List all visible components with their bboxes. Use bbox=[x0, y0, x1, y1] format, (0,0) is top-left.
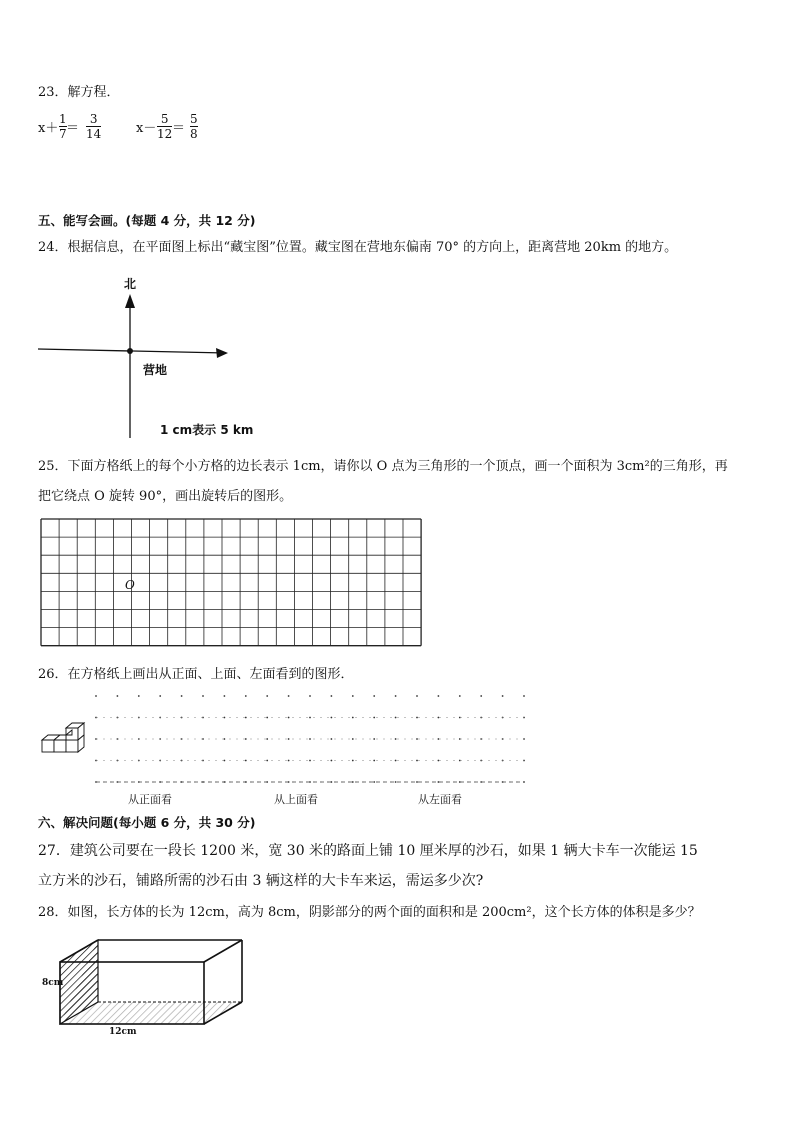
grid-dot bbox=[373, 781, 375, 783]
grid-dot bbox=[95, 695, 97, 697]
grid-dot bbox=[266, 695, 268, 697]
grid-dot bbox=[352, 781, 354, 783]
grid-dot bbox=[352, 738, 354, 740]
q26-text: 26．在方格纸上画出从正面、上面、左面看到的图形． bbox=[38, 667, 354, 682]
camp-label: 营地 bbox=[143, 363, 168, 377]
caption-top-view: 从上面看 bbox=[274, 793, 318, 806]
point-o-label: O bbox=[125, 578, 135, 592]
camp-point bbox=[127, 348, 133, 354]
grid-dot bbox=[352, 695, 354, 697]
caption-front-view: 从正面看 bbox=[128, 793, 172, 806]
grid-dot bbox=[245, 695, 247, 697]
grid-dot bbox=[245, 738, 247, 740]
height-label: 8cm bbox=[42, 978, 64, 988]
grid-dot bbox=[331, 717, 333, 719]
grid-dot bbox=[352, 717, 354, 719]
grid-dot bbox=[395, 760, 397, 762]
grid-dot bbox=[523, 695, 525, 697]
cube-stack-figure bbox=[40, 716, 92, 756]
grid-dot bbox=[181, 695, 183, 697]
eq2-fraction-1 bbox=[157, 112, 172, 141]
grid-dot bbox=[159, 695, 161, 697]
eq1-equals: ＝ bbox=[66, 121, 80, 136]
grid-dot bbox=[416, 738, 418, 740]
eq1-frac1-num: 1 bbox=[59, 112, 67, 126]
grid-dot bbox=[395, 695, 397, 697]
eq2-lhs: x－ bbox=[136, 121, 157, 136]
grid-dot bbox=[416, 760, 418, 762]
grid-dot bbox=[288, 695, 290, 697]
grid-dot bbox=[288, 760, 290, 762]
grid-dot bbox=[266, 717, 268, 719]
grid-dot bbox=[373, 717, 375, 719]
section-5-title: 五、能写会画。(每题 4 分，共 12 分) bbox=[38, 213, 256, 228]
grid-dot bbox=[459, 695, 461, 697]
eq2-frac2-num: 5 bbox=[190, 112, 198, 126]
north-arrowhead-icon bbox=[125, 294, 135, 308]
grid-dot bbox=[438, 695, 440, 697]
grid-dot bbox=[224, 695, 226, 697]
grid-dot bbox=[266, 738, 268, 740]
cuboid-figure bbox=[40, 932, 252, 1032]
grid-dot bbox=[331, 738, 333, 740]
grid-dot bbox=[202, 695, 204, 697]
grid-dot bbox=[245, 717, 247, 719]
grid-dot bbox=[373, 695, 375, 697]
grid-dot bbox=[331, 760, 333, 762]
eq2-fraction-2 bbox=[190, 112, 198, 141]
grid-dot bbox=[138, 695, 140, 697]
grid-dot bbox=[373, 738, 375, 740]
q28-text: 28．如图，长方体的长为 12cm，高为 8cm，阴影部分的两个面的面积和是 200cm²，这个长方体的体积是多少？ bbox=[38, 905, 701, 920]
grid-dot bbox=[373, 760, 375, 762]
east-arrowhead-icon bbox=[216, 348, 228, 358]
grid-dot bbox=[266, 760, 268, 762]
grid-dot bbox=[502, 695, 504, 697]
square-grid[interactable] bbox=[40, 518, 422, 652]
q27-text-line-1: 27．建筑公司要在一段长 1200 米，宽 30 米的路面上铺 10 厘米厚的沙石，如果 1 辆大卡车一次能运 15 bbox=[38, 843, 698, 859]
section-6-title: 六、解决问题(每小题 6 分，共 30 分) bbox=[38, 815, 256, 830]
grid-dot bbox=[395, 781, 397, 783]
grid-dot bbox=[245, 760, 247, 762]
grid-dot bbox=[309, 760, 311, 762]
grid-dot bbox=[395, 738, 397, 740]
eq1-frac1-den: 7 bbox=[59, 127, 67, 141]
grid-dot bbox=[480, 695, 482, 697]
scale-label: 1 cm表示 5 km bbox=[160, 423, 254, 437]
q25-text-line-1: 25．下面方格纸上的每个小方格的边长表示 1cm，请你以 O 点为三角形的一个顶点，画一个面积为 3cm²的三角形，再 bbox=[38, 459, 728, 474]
grid-dot bbox=[117, 695, 119, 697]
grid-dot bbox=[309, 738, 311, 740]
eq1-lhs: x＋ bbox=[38, 121, 59, 136]
grid-dot bbox=[395, 717, 397, 719]
q25-text-line-2: 把它绕点 O 旋转 90°，画出旋转后的图形。 bbox=[38, 489, 293, 504]
eq2-frac1-den: 12 bbox=[157, 127, 173, 141]
eq1-frac2-den: 14 bbox=[86, 127, 102, 141]
grid-dot bbox=[309, 717, 311, 719]
q24-text: 24．根据信息，在平面图上标出“藏宝图”位置。藏宝图在营地东偏南 70° 的方向上，距离营地 20km 的地方。 bbox=[38, 240, 678, 255]
grid-dot bbox=[288, 738, 290, 740]
grid-dot bbox=[288, 717, 290, 719]
caption-left-view: 从左面看 bbox=[418, 793, 462, 806]
q27-text-line-2: 立方米的沙石，铺路所需的沙石由 3 辆这样的大卡车来运，需运多少次? bbox=[38, 873, 484, 889]
dot-grid[interactable] bbox=[92, 690, 528, 786]
q23-label: 23．解方程． bbox=[38, 85, 120, 100]
grid-dot bbox=[309, 695, 311, 697]
eq1-frac2-num: 3 bbox=[89, 112, 98, 126]
grid-dot bbox=[331, 695, 333, 697]
eq2-frac1-num: 5 bbox=[160, 112, 169, 126]
grid-dot bbox=[416, 695, 418, 697]
eq2-frac2-den: 8 bbox=[190, 127, 198, 141]
north-label: 北 bbox=[124, 277, 137, 291]
grid-dot bbox=[352, 760, 354, 762]
length-label: 12cm bbox=[109, 1027, 137, 1037]
eq1-fraction-2 bbox=[86, 112, 101, 141]
eq2-equals: ＝ bbox=[172, 121, 186, 136]
grid-dot bbox=[416, 717, 418, 719]
grid-dot bbox=[416, 781, 418, 783]
